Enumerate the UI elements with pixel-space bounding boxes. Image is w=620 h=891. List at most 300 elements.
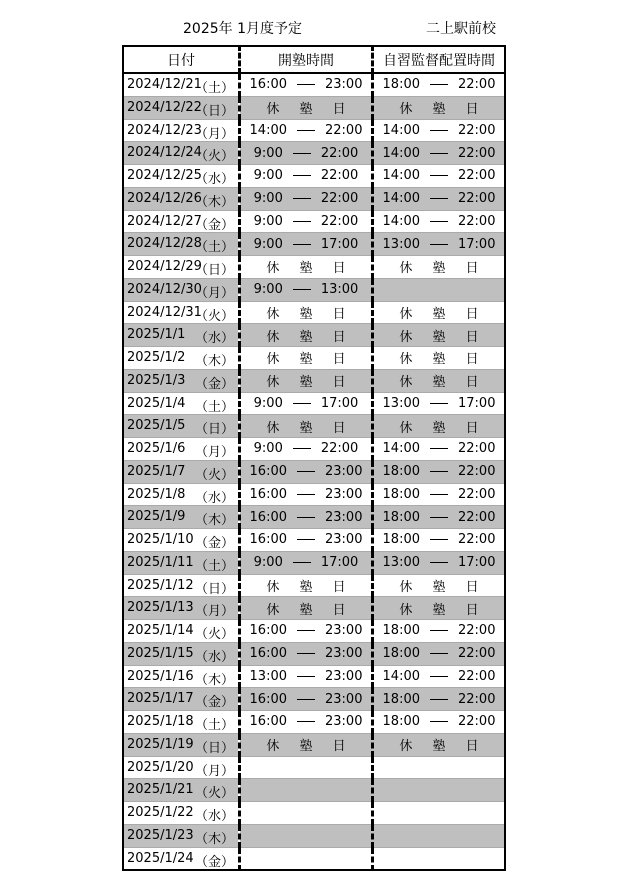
date-text: 2024/12/22 — [127, 99, 202, 115]
end-time: 23:00 — [325, 464, 363, 480]
open-hours-cell — [240, 574, 373, 597]
weekday-text: （水） — [194, 331, 234, 347]
range-dash — [293, 448, 311, 449]
start-time: 18:00 — [382, 464, 420, 480]
start-time: 9:00 — [253, 395, 283, 411]
weekday-text: （土） — [194, 558, 234, 574]
study-supervision-cell — [373, 165, 506, 188]
end-time: 22:00 — [458, 623, 496, 639]
open-hours-cell — [240, 96, 373, 119]
date-text: 2025/1/18 — [127, 714, 194, 729]
closed-label: 休 塾 日 — [266, 579, 354, 595]
weekday-text: （月） — [194, 763, 234, 779]
table-row — [123, 73, 505, 96]
start-time: 18:00 — [382, 623, 420, 639]
table-row — [123, 301, 505, 324]
range-dash — [430, 84, 448, 85]
table-row — [123, 438, 505, 461]
open-hours-cell — [240, 415, 373, 438]
open-hours-cell — [240, 620, 373, 643]
range-dash — [297, 539, 315, 540]
date-cell — [123, 642, 240, 665]
study-supervision-cell — [373, 529, 506, 552]
open-hours-cell — [240, 802, 373, 825]
range-dash — [293, 175, 311, 176]
end-time: 22:00 — [458, 145, 496, 161]
date-text: 2025/1/6 — [127, 441, 186, 456]
range-dash — [293, 562, 311, 563]
open-hours-cell — [240, 711, 373, 734]
open-hours-cell — [240, 392, 373, 415]
date-cell — [123, 119, 240, 142]
study-supervision-cell — [373, 73, 506, 96]
table-row — [123, 187, 505, 210]
open-hours-cell — [240, 529, 373, 552]
end-time: 22:00 — [458, 691, 496, 707]
date-cell — [123, 620, 240, 643]
study-supervision-cell — [373, 438, 506, 461]
range-dash — [297, 721, 315, 722]
weekday-text: （水） — [194, 809, 234, 824]
end-time: 22:00 — [458, 122, 496, 138]
date-text: 2025/1/13 — [127, 600, 194, 616]
school-name: 二上駅前校 — [426, 21, 496, 37]
open-hours-cell — [240, 119, 373, 142]
document-title: 2025年 1月度予定 — [183, 21, 302, 37]
weekday-text: （火） — [194, 627, 234, 642]
range-dash — [430, 630, 448, 631]
open-hours-column-header: 開塾時間 — [240, 46, 373, 73]
study-supervision-cell — [373, 415, 506, 438]
open-hours-cell — [240, 597, 373, 620]
table-row — [123, 278, 505, 301]
start-time: 9:00 — [253, 145, 283, 161]
table-row — [123, 256, 505, 279]
start-time: 16:00 — [249, 486, 287, 502]
end-time: 17:00 — [320, 236, 359, 252]
open-hours-cell — [240, 256, 373, 279]
date-text: 2025/1/1 — [127, 327, 186, 343]
range-dash — [430, 221, 448, 222]
date-text: 2024/12/24 — [127, 145, 202, 161]
open-hours-cell — [240, 733, 373, 756]
date-text: 2025/1/7 — [127, 463, 186, 479]
start-time: 16:00 — [249, 464, 287, 480]
range-dash — [297, 630, 315, 631]
weekday-text: （月） — [194, 126, 234, 142]
table-row — [123, 688, 505, 711]
study-supervision-cell — [373, 597, 506, 620]
table-row — [123, 665, 505, 688]
date-cell — [123, 142, 240, 165]
table-row — [123, 415, 505, 438]
end-time: 22:00 — [325, 122, 363, 138]
study-supervision-cell — [373, 142, 506, 165]
date-text: 2025/1/3 — [127, 372, 186, 388]
study-supervision-cell — [373, 665, 506, 688]
open-hours-cell — [240, 551, 373, 574]
end-time: 22:00 — [458, 191, 496, 207]
open-hours-cell — [240, 460, 373, 483]
date-text: 2025/1/10 — [127, 532, 194, 547]
weekday-text: （月） — [194, 445, 234, 460]
end-time: 22:00 — [320, 168, 359, 184]
start-time: 16:00 — [249, 77, 287, 93]
table-row — [123, 597, 505, 620]
end-time: 22:00 — [458, 168, 496, 184]
date-text: 2024/12/25 — [127, 168, 202, 183]
range-dash — [430, 562, 448, 563]
open-hours-cell — [240, 73, 373, 96]
date-cell — [123, 187, 240, 210]
date-text: 2025/1/23 — [127, 827, 194, 843]
date-cell — [123, 824, 240, 847]
range-dash — [430, 198, 448, 199]
start-time: 14:00 — [382, 668, 420, 684]
end-time: 17:00 — [458, 555, 496, 571]
start-time: 14:00 — [382, 145, 420, 161]
start-time: 18:00 — [382, 691, 420, 707]
study-supervision-cell — [373, 119, 506, 142]
start-time: 9:00 — [253, 236, 283, 252]
range-dash — [430, 539, 448, 540]
table-row — [123, 324, 505, 347]
closed-label: 休 塾 日 — [399, 602, 487, 618]
start-time: 13:00 — [382, 555, 420, 571]
date-text: 2025/1/17 — [127, 691, 194, 707]
weekday-text: （火） — [194, 467, 234, 483]
weekday-text: （木） — [194, 354, 234, 369]
closed-label: 休 塾 日 — [266, 602, 354, 618]
weekday-text: （金） — [194, 854, 234, 870]
schedule-table — [122, 45, 506, 871]
range-dash — [430, 403, 448, 404]
end-time: 17:00 — [458, 236, 496, 252]
table-row — [123, 711, 505, 734]
open-hours-cell — [240, 347, 373, 370]
study-supervision-cell — [373, 506, 506, 529]
open-hours-cell — [240, 438, 373, 461]
range-dash — [293, 289, 311, 290]
date-cell — [123, 733, 240, 756]
closed-label: 休 塾 日 — [399, 739, 487, 755]
start-time: 9:00 — [253, 441, 283, 457]
open-hours-cell — [240, 142, 373, 165]
date-text: 2024/12/31 — [127, 304, 202, 320]
range-dash — [430, 244, 448, 245]
date-cell — [123, 711, 240, 734]
closed-label: 休 塾 日 — [399, 261, 487, 277]
range-dash — [430, 699, 448, 700]
weekday-text: （土） — [194, 81, 234, 96]
start-time: 14:00 — [249, 122, 287, 138]
end-time: 22:00 — [458, 668, 496, 684]
start-time: 18:00 — [382, 509, 420, 525]
start-time: 18:00 — [382, 77, 420, 93]
start-time: 14:00 — [382, 213, 420, 229]
date-text: 2025/1/11 — [127, 554, 194, 570]
start-time: 14:00 — [382, 122, 420, 138]
weekday-text: （木） — [194, 194, 234, 210]
study-supervision-cell — [373, 620, 506, 643]
date-cell — [123, 438, 240, 461]
header-row — [123, 46, 505, 73]
open-hours-cell — [240, 369, 373, 392]
date-text: 2025/1/4 — [127, 395, 186, 411]
date-text: 2025/1/24 — [127, 850, 194, 866]
open-hours-cell — [240, 324, 373, 347]
end-time: 23:00 — [325, 486, 363, 502]
range-dash — [430, 471, 448, 472]
study-supervision-cell — [373, 347, 506, 370]
study-supervision-cell — [373, 369, 506, 392]
start-time: 16:00 — [249, 623, 287, 639]
date-text: 2024/12/26 — [127, 190, 202, 206]
open-hours-cell — [240, 278, 373, 301]
date-cell — [123, 301, 240, 324]
date-cell — [123, 415, 240, 438]
open-hours-cell — [240, 301, 373, 324]
table-row — [123, 460, 505, 483]
study-supervision-cell — [373, 551, 506, 574]
date-cell — [123, 574, 240, 597]
end-time: 22:00 — [458, 464, 496, 480]
date-cell — [123, 233, 240, 256]
date-text: 2024/12/27 — [127, 213, 202, 229]
open-hours-cell — [240, 824, 373, 847]
date-cell — [123, 597, 240, 620]
weekday-text: （土） — [194, 240, 234, 256]
study-supervision-cell — [373, 233, 506, 256]
date-cell — [123, 165, 240, 188]
open-hours-cell — [240, 779, 373, 802]
date-text: 2025/1/19 — [127, 736, 194, 752]
start-time: 9:00 — [253, 213, 283, 229]
study-supervision-cell — [373, 210, 506, 233]
closed-label: 休 塾 日 — [399, 420, 487, 436]
end-time: 22:00 — [458, 509, 496, 525]
date-cell — [123, 392, 240, 415]
open-hours-cell — [240, 187, 373, 210]
range-dash — [430, 130, 448, 131]
study-supervision-cell — [373, 642, 506, 665]
table-row — [123, 529, 505, 552]
closed-label: 休 塾 日 — [399, 102, 487, 118]
table-row — [123, 779, 505, 802]
weekday-text: （水） — [194, 172, 234, 187]
study-supervision-cell — [373, 711, 506, 734]
study-supervision-cell — [373, 824, 506, 847]
date-cell — [123, 529, 240, 552]
range-dash — [293, 403, 311, 404]
open-hours-cell — [240, 756, 373, 779]
study-supervision-cell — [373, 187, 506, 210]
weekday-text: （土） — [194, 718, 234, 733]
end-time: 22:00 — [320, 213, 359, 229]
open-hours-cell — [240, 165, 373, 188]
closed-label: 休 塾 日 — [266, 329, 354, 345]
date-text: 2024/12/28 — [127, 236, 202, 252]
start-time: 18:00 — [382, 646, 420, 662]
table-row — [123, 756, 505, 779]
study-supervision-column-header: 自習監督配置時間 — [373, 46, 506, 73]
start-time: 13:00 — [382, 236, 420, 252]
end-time: 17:00 — [320, 395, 359, 411]
table-row — [123, 119, 505, 142]
start-time: 9:00 — [253, 555, 283, 571]
date-text: 2024/12/29 — [127, 259, 202, 274]
start-time: 9:00 — [253, 191, 283, 207]
closed-label: 休 塾 日 — [266, 739, 354, 755]
end-time: 17:00 — [458, 395, 496, 411]
start-time: 13:00 — [249, 668, 287, 684]
start-time: 16:00 — [249, 509, 287, 525]
table-row — [123, 506, 505, 529]
weekday-text: （木） — [194, 672, 234, 688]
start-time: 16:00 — [249, 646, 287, 662]
weekday-text: （金） — [194, 536, 234, 551]
study-supervision-cell — [373, 756, 506, 779]
range-dash — [293, 244, 311, 245]
study-supervision-cell — [373, 392, 506, 415]
table-row — [123, 483, 505, 506]
end-time: 22:00 — [458, 213, 496, 229]
end-time: 22:00 — [458, 532, 496, 548]
end-time: 23:00 — [325, 646, 363, 662]
table-row — [123, 574, 505, 597]
date-cell — [123, 347, 240, 370]
date-text: 2024/12/30 — [127, 281, 202, 297]
end-time: 23:00 — [325, 668, 363, 684]
table-row — [123, 347, 505, 370]
date-cell — [123, 756, 240, 779]
range-dash — [430, 517, 448, 518]
table-row — [123, 847, 505, 870]
range-dash — [297, 84, 315, 85]
start-time: 18:00 — [382, 532, 420, 548]
table-row — [123, 733, 505, 756]
open-hours-cell — [240, 210, 373, 233]
date-text: 2025/1/14 — [127, 623, 194, 638]
study-supervision-cell — [373, 802, 506, 825]
study-supervision-cell — [373, 847, 506, 870]
range-dash — [297, 653, 315, 654]
range-dash — [297, 471, 315, 472]
weekday-text: （日） — [194, 103, 234, 119]
date-text: 2025/1/15 — [127, 645, 194, 661]
weekday-text: （月） — [194, 604, 234, 620]
study-supervision-cell — [373, 574, 506, 597]
closed-label: 休 塾 日 — [266, 352, 354, 368]
end-time: 23:00 — [325, 691, 363, 707]
table-row — [123, 642, 505, 665]
weekday-text: （日） — [194, 263, 234, 278]
closed-label: 休 塾 日 — [399, 306, 487, 322]
end-time: 22:00 — [458, 486, 496, 502]
table-row — [123, 369, 505, 392]
date-text: 2025/1/22 — [127, 805, 194, 820]
study-supervision-cell — [373, 256, 506, 279]
date-cell — [123, 96, 240, 119]
range-dash — [293, 221, 311, 222]
open-hours-cell — [240, 483, 373, 506]
date-cell — [123, 847, 240, 870]
end-time: 22:00 — [320, 441, 359, 457]
weekday-text: （水） — [194, 649, 234, 665]
date-text: 2025/1/5 — [127, 418, 186, 434]
study-supervision-cell — [373, 278, 506, 301]
closed-label: 休 塾 日 — [399, 352, 487, 368]
date-cell — [123, 506, 240, 529]
date-cell — [123, 278, 240, 301]
study-supervision-cell — [373, 483, 506, 506]
closed-label: 休 塾 日 — [266, 102, 354, 118]
end-time: 23:00 — [325, 623, 363, 639]
date-cell — [123, 551, 240, 574]
table-row — [123, 551, 505, 574]
end-time: 13:00 — [320, 282, 359, 298]
range-dash — [430, 676, 448, 677]
range-dash — [430, 653, 448, 654]
open-hours-cell — [240, 233, 373, 256]
end-time: 22:00 — [458, 77, 496, 93]
closed-label: 休 塾 日 — [399, 579, 487, 595]
weekday-text: （木） — [194, 513, 234, 529]
table-row — [123, 165, 505, 188]
range-dash — [297, 676, 315, 677]
range-dash — [297, 130, 315, 131]
open-hours-cell — [240, 847, 373, 870]
range-dash — [430, 175, 448, 176]
range-dash — [293, 198, 311, 199]
table-row — [123, 96, 505, 119]
open-hours-cell — [240, 688, 373, 711]
end-time: 23:00 — [325, 509, 363, 525]
range-dash — [293, 153, 311, 154]
table-row — [123, 824, 505, 847]
date-text: 2025/1/8 — [127, 486, 186, 502]
end-time: 23:00 — [325, 77, 363, 93]
table-row — [123, 142, 505, 165]
date-text: 2024/12/23 — [127, 122, 202, 138]
weekday-text: （火） — [194, 308, 234, 324]
weekday-text: （木） — [194, 831, 234, 847]
start-time: 18:00 — [382, 714, 420, 730]
closed-label: 休 塾 日 — [266, 306, 354, 322]
end-time: 23:00 — [325, 532, 363, 548]
weekday-text: （土） — [194, 399, 234, 415]
range-dash — [297, 517, 315, 518]
open-hours-cell — [240, 506, 373, 529]
weekday-text: （金） — [194, 217, 234, 233]
start-time: 14:00 — [382, 168, 420, 184]
end-time: 23:00 — [325, 714, 363, 730]
closed-label: 休 塾 日 — [266, 375, 354, 391]
date-column-header: 日付 — [123, 46, 240, 73]
date-cell — [123, 256, 240, 279]
table-row — [123, 233, 505, 256]
weekday-text: （日） — [194, 422, 234, 438]
study-supervision-cell — [373, 688, 506, 711]
start-time: 16:00 — [249, 691, 287, 707]
date-cell — [123, 483, 240, 506]
range-dash — [430, 721, 448, 722]
table-row — [123, 392, 505, 415]
weekday-text: （金） — [194, 376, 234, 392]
open-hours-cell — [240, 642, 373, 665]
range-dash — [430, 153, 448, 154]
study-supervision-cell — [373, 733, 506, 756]
